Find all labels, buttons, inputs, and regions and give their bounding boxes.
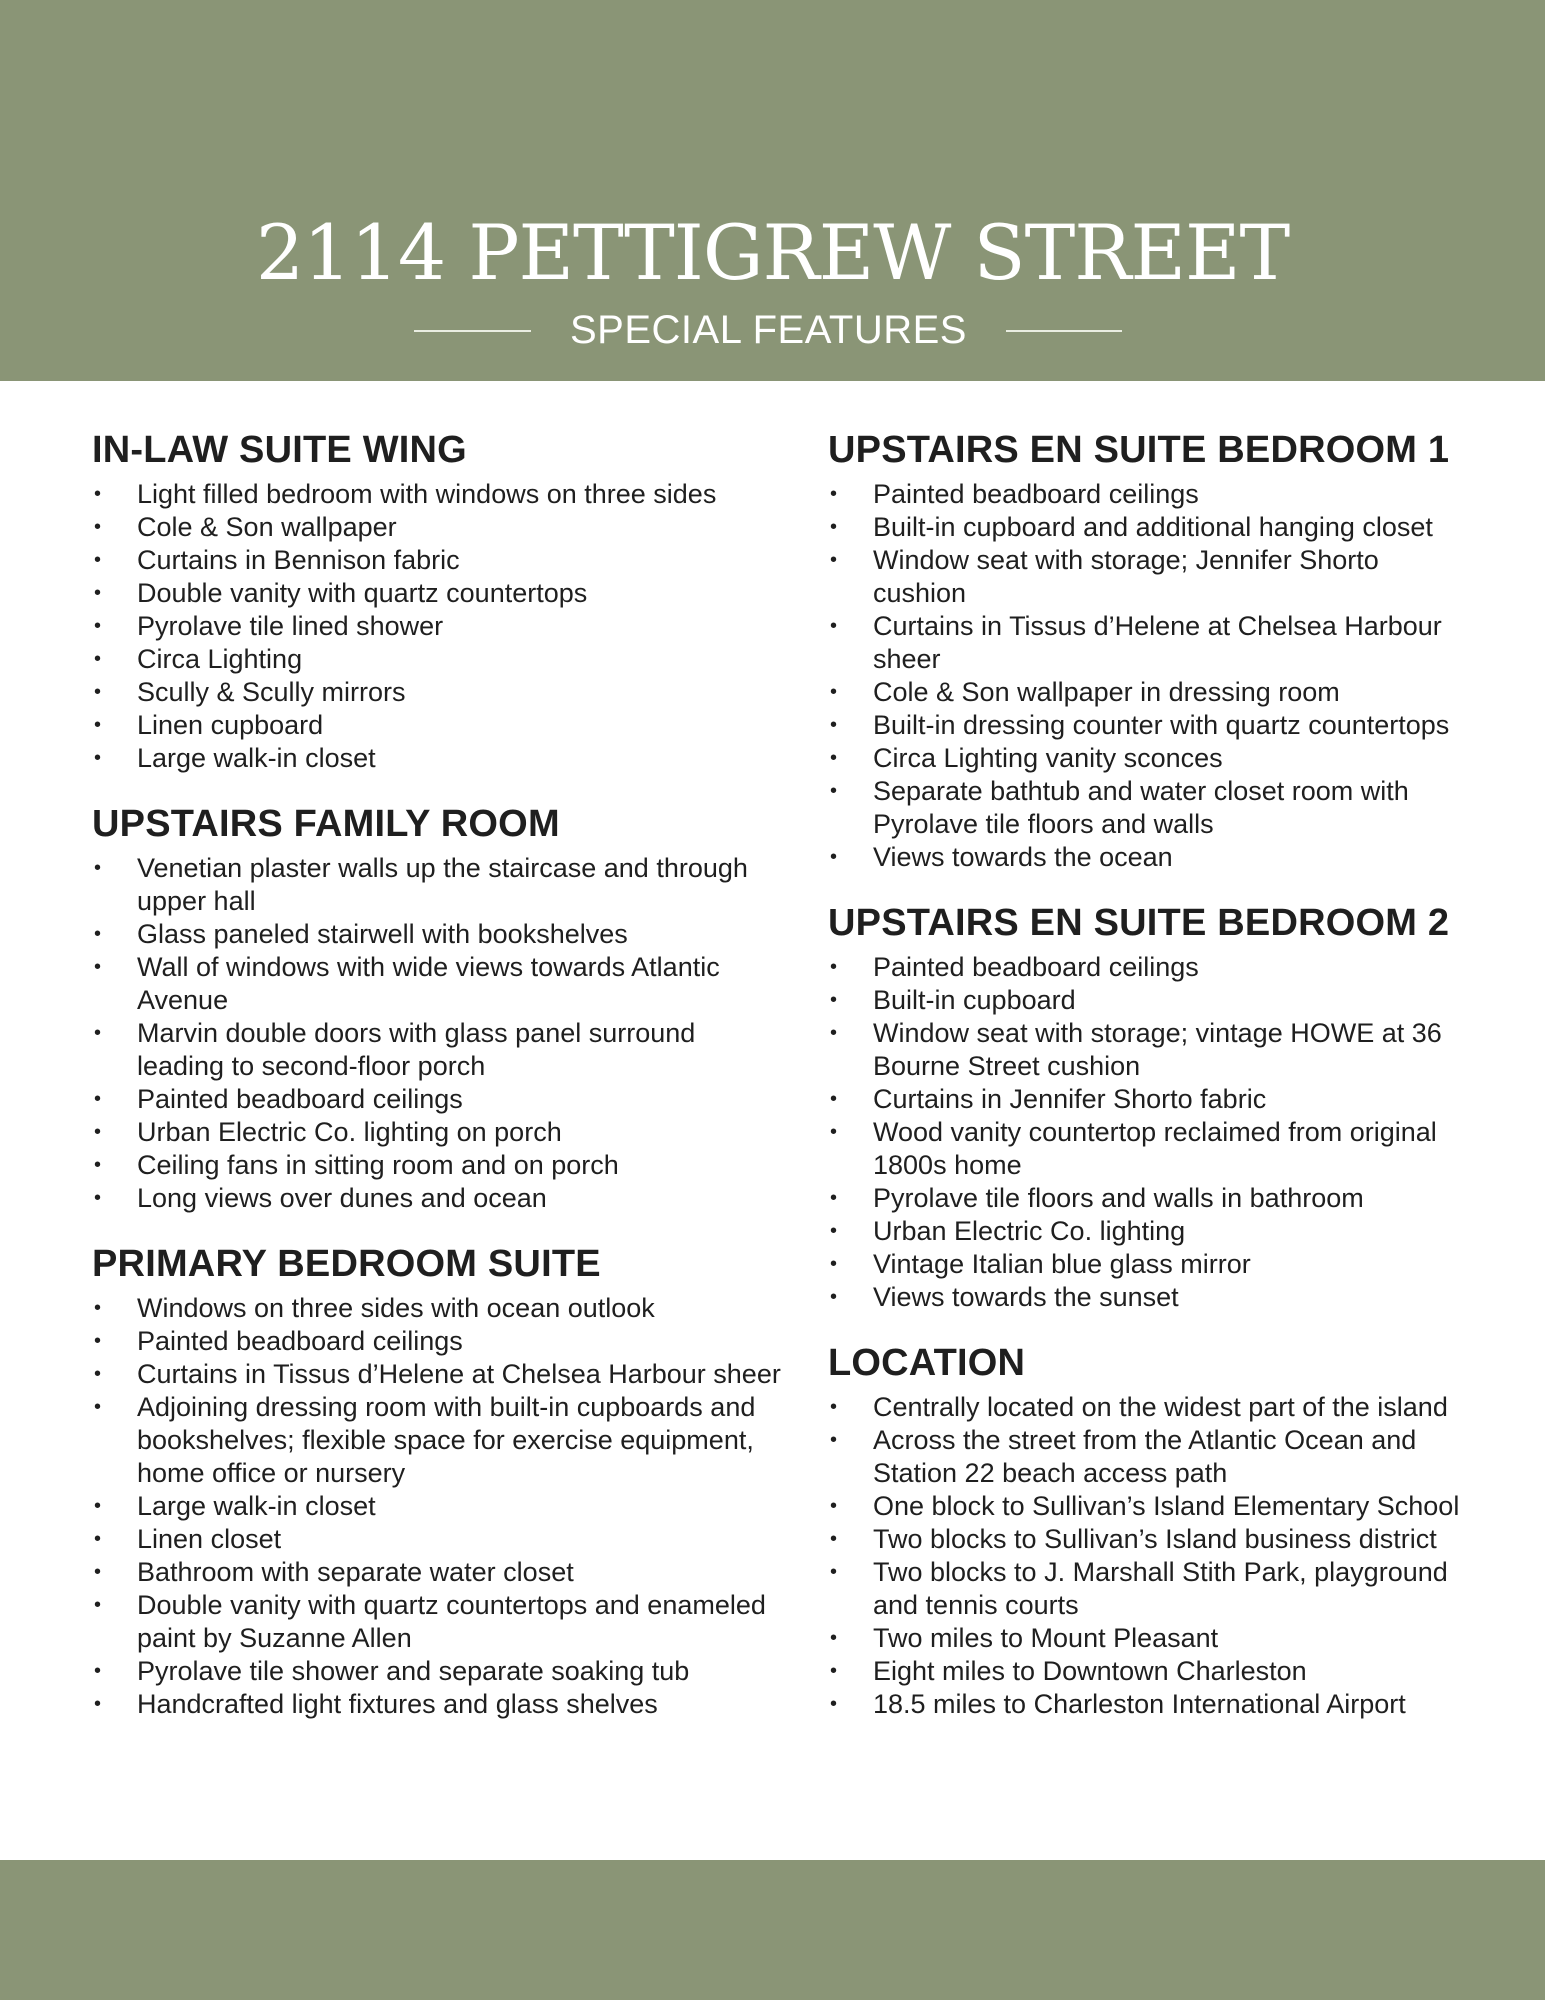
list-item-text: Two blocks to Sullivan’s Island business district [873,1524,1437,1554]
list-item-text: Window seat with storage; Jennifer Shorto cushion [873,545,1379,608]
feature-list [828,478,1478,874]
list-item [828,1688,1478,1721]
list-item-text: Venetian plaster walls up the staircase and through upper hall [137,853,748,916]
bullet-icon: • [830,615,838,637]
list-item-text: One block to Sullivan’s Island Elementary School [873,1491,1460,1521]
list-item-text: Window seat with storage; vintage HOWE at 36 Bourne Street cushion [873,1018,1442,1081]
list-item [92,511,782,544]
bullet-icon: • [830,1396,838,1418]
bullet-icon: • [830,1660,838,1682]
list-item-text: Linen closet [137,1524,282,1554]
list-item-text: Adjoining dressing room with built-in cupboards and bookshelves; flexible space for exercise equipment, home office or nursery [137,1392,756,1488]
right-column [828,424,1478,1744]
list-item-text: Separate bathtub and water closet room with Pyrolave tile floors and walls [873,776,1409,839]
feature-section [828,897,1478,1314]
list-item [92,1589,782,1655]
list-item [92,1292,782,1325]
left-column [92,424,782,1744]
list-item [828,1391,1478,1424]
list-item [92,643,782,676]
list-item-text: Wall of windows with wide views towards Atlantic Avenue [137,952,720,1015]
feature-list [92,852,782,1215]
list-item [92,951,782,1017]
list-item-text: Urban Electric Co. lighting on porch [137,1117,562,1147]
list-item-text: Pyrolave tile shower and separate soaking tub [137,1656,690,1686]
list-item-text: Ceiling fans in sitting room and on porch [137,1150,619,1180]
list-item [92,1325,782,1358]
list-item [92,1391,782,1490]
list-item-text: Urban Electric Co. lighting [873,1216,1186,1246]
bullet-icon: • [94,1594,102,1616]
list-item [828,984,1478,1017]
list-item-text: Views towards the ocean [873,842,1173,872]
bullet-icon: • [94,1121,102,1143]
list-item [92,1556,782,1589]
list-item [828,478,1478,511]
list-item [828,676,1478,709]
list-item [828,1622,1478,1655]
list-item [92,676,782,709]
feature-section [92,1238,782,1721]
list-item-text: Views towards the sunset [873,1282,1179,1312]
bullet-icon: • [94,483,102,505]
bullet-icon: • [94,1660,102,1682]
list-item [92,1358,782,1391]
list-item [828,1017,1478,1083]
bullet-icon: • [830,1022,838,1044]
list-item-text: Curtains in Jennifer Shorto fabric [873,1084,1267,1114]
list-item [828,951,1478,984]
feature-section [828,424,1478,874]
list-item [828,1215,1478,1248]
bullet-icon: • [830,1429,838,1451]
bullet-icon: • [94,714,102,736]
list-item-text: Long views over dunes and ocean [137,1183,547,1213]
section-heading: UPSTAIRS EN SUITE BEDROOM 2 [828,902,1450,944]
list-item [828,610,1478,676]
list-item [92,742,782,775]
bullet-icon: • [94,1561,102,1583]
section-heading: UPSTAIRS EN SUITE BEDROOM 1 [828,429,1450,471]
list-item-text: Large walk-in closet [137,1491,376,1521]
feature-section [828,1337,1478,1721]
bullet-icon: • [830,1528,838,1550]
subtitle-rule-left [414,330,531,332]
feature-list [92,478,782,775]
list-item-text: Circa Lighting [137,644,303,674]
bullet-icon: • [94,1154,102,1176]
bullet-icon: • [830,1121,838,1143]
list-item-text: Double vanity with quartz countertops [137,578,588,608]
bullet-icon: • [830,1088,838,1110]
list-item-text: Painted beadboard ceilings [873,952,1199,982]
bullet-icon: • [94,956,102,978]
footer-band [0,1860,1545,2000]
bullet-icon: • [94,516,102,538]
bullet-icon: • [830,1495,838,1517]
list-item-text: Light filled bedroom with windows on three sides [137,479,717,509]
list-item [828,544,1478,610]
list-item [828,1182,1478,1215]
bullet-icon: • [94,681,102,703]
bullet-icon: • [94,923,102,945]
list-item [828,841,1478,874]
bullet-icon: • [94,857,102,879]
page-title: 2114 PETTIGREW STREET [255,208,1290,297]
bullet-icon: • [94,1330,102,1352]
list-item [92,478,782,511]
bullet-icon: • [830,747,838,769]
list-item-text: Windows on three sides with ocean outlook [137,1293,655,1323]
list-item [92,709,782,742]
list-item [92,1655,782,1688]
list-item [92,918,782,951]
bullet-icon: • [830,1286,838,1308]
feature-list [92,1292,782,1721]
list-item-text: Across the street from the Atlantic Ocean and Station 22 beach access path [873,1425,1417,1488]
list-item-text: Pyrolave tile floors and walls in bathroom [873,1183,1364,1213]
list-item [92,610,782,643]
subtitle-row [0,302,1545,358]
list-item-text: Painted beadboard ceilings [137,1084,463,1114]
list-item-text: Cole & Son wallpaper [137,512,397,542]
list-item [92,1083,782,1116]
list-item [828,1281,1478,1314]
list-item-text: Large walk-in closet [137,743,376,773]
list-item-text: Glass paneled stairwell with bookshelves [137,919,628,949]
list-item-text: Linen cupboard [137,710,324,740]
bullet-icon: • [830,956,838,978]
feature-section [92,798,782,1215]
list-item [828,1248,1478,1281]
list-item [828,1424,1478,1490]
feature-list [828,951,1478,1314]
list-item [828,1490,1478,1523]
list-item [92,1523,782,1556]
bullet-icon: • [94,1022,102,1044]
bullet-icon: • [830,780,838,802]
section-heading: LOCATION [828,1342,1026,1384]
list-item [828,742,1478,775]
list-item [828,1556,1478,1622]
list-item [828,511,1478,544]
bullet-icon: • [94,615,102,637]
list-item [92,852,782,918]
page-subtitle: SPECIAL FEATURES [570,308,967,352]
list-item-text: Scully & Scully mirrors [137,677,406,707]
list-item [92,1490,782,1523]
bullet-icon: • [830,714,838,736]
list-item-text: Painted beadboard ceilings [873,479,1199,509]
list-item [828,1083,1478,1116]
bullet-icon: • [94,747,102,769]
bullet-icon: • [830,846,838,868]
bullet-icon: • [94,1297,102,1319]
bullet-icon: • [94,1187,102,1209]
list-item-text: Marvin double doors with glass panel surround leading to second-floor porch [137,1018,696,1081]
bullet-icon: • [830,1627,838,1649]
list-item-text: Handcrafted light fixtures and glass shelves [137,1689,658,1719]
section-heading: PRIMARY BEDROOM SUITE [92,1243,601,1285]
list-item-text: Circa Lighting vanity sconces [873,743,1223,773]
list-item [828,1116,1478,1182]
bullet-icon: • [94,1693,102,1715]
list-item-text: 18.5 miles to Charleston International Airport [873,1689,1406,1719]
bullet-icon: • [94,549,102,571]
feature-list [828,1391,1478,1721]
list-item-text: Bathroom with separate water closet [137,1557,574,1587]
list-item-text: Two blocks to J. Marshall Stith Park, playground and tennis courts [873,1557,1448,1620]
list-item-text: Double vanity with quartz countertops and enameled paint by Suzanne Allen [137,1590,766,1653]
subtitle-rule-right [1006,330,1122,332]
section-heading: UPSTAIRS FAMILY ROOM [92,803,560,845]
list-item-text: Eight miles to Downtown Charleston [873,1656,1307,1686]
bullet-icon: • [830,989,838,1011]
bullet-icon: • [94,582,102,604]
list-item [828,775,1478,841]
list-item [92,1149,782,1182]
list-item-text: Built-in dressing counter with quartz countertops [873,710,1450,740]
bullet-icon: • [94,1528,102,1550]
bullet-icon: • [94,648,102,670]
bullet-icon: • [830,1693,838,1715]
bullet-icon: • [830,1561,838,1583]
list-item-text: Cole & Son wallpaper in dressing room [873,677,1340,707]
bullet-icon: • [830,549,838,571]
bullet-icon: • [830,681,838,703]
list-item-text: Two miles to Mount Pleasant [873,1623,1219,1653]
bullet-icon: • [830,1220,838,1242]
list-item-text: Wood vanity countertop reclaimed from original 1800s home [873,1117,1437,1180]
list-item [92,1116,782,1149]
list-item [92,577,782,610]
list-item [92,544,782,577]
bullet-icon: • [830,1187,838,1209]
bullet-icon: • [830,516,838,538]
list-item-text: Curtains in Bennison fabric [137,545,460,575]
list-item-text: Curtains in Tissus d’Helene at Chelsea Harbour sheer [137,1359,781,1389]
bullet-icon: • [94,1363,102,1385]
section-heading: IN-LAW SUITE WING [92,429,467,471]
list-item-text: Pyrolave tile lined shower [137,611,444,641]
bullet-icon: • [94,1396,102,1418]
bullet-icon: • [94,1088,102,1110]
bullet-icon: • [94,1495,102,1517]
feature-section [92,424,782,775]
list-item-text: Built-in cupboard and additional hanging closet [873,512,1433,542]
list-item-text: Vintage Italian blue glass mirror [873,1249,1251,1279]
list-item-text: Centrally located on the widest part of the island [873,1392,1448,1422]
list-item [92,1688,782,1721]
list-item-text: Curtains in Tissus d’Helene at Chelsea Harbour sheer [873,611,1442,674]
list-item [828,709,1478,742]
list-item-text: Painted beadboard ceilings [137,1326,463,1356]
bullet-icon: • [830,1253,838,1275]
list-item-text: Built-in cupboard [873,985,1076,1015]
list-item [92,1017,782,1083]
bullet-icon: • [830,483,838,505]
list-item [828,1655,1478,1688]
list-item [92,1182,782,1215]
list-item [828,1523,1478,1556]
